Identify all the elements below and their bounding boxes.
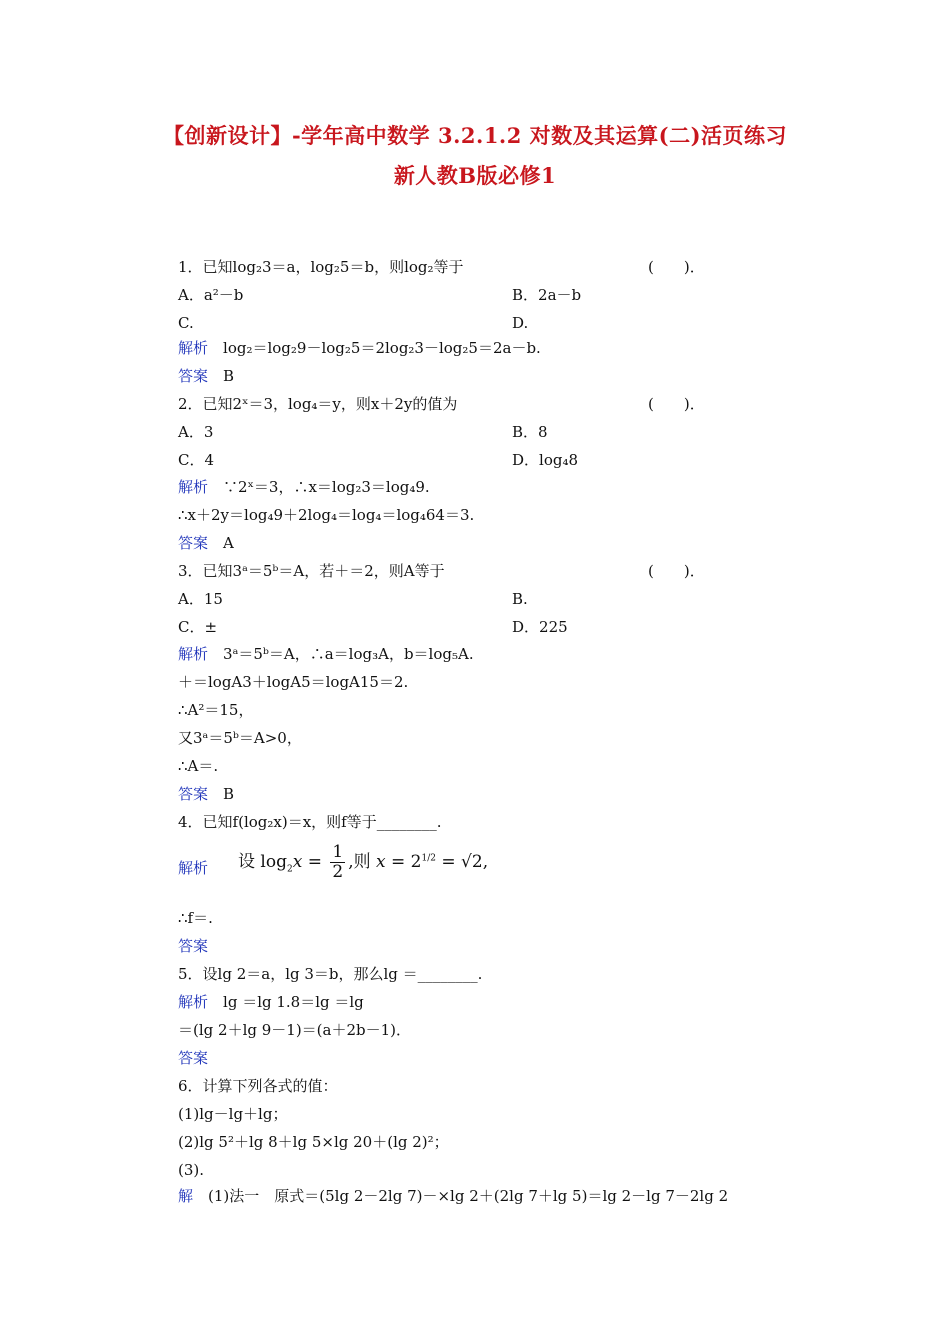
q4-analysis-label-line [178, 858, 208, 878]
q2-answer [178, 533, 234, 553]
q6-solution [178, 1186, 728, 1206]
q6-part3: (3). [178, 1161, 205, 1179]
formula-sqrt: √2 [461, 852, 483, 872]
formula-var-x2: x [376, 852, 386, 872]
q2-answer-paren: ( )． [648, 395, 705, 413]
formula-var-x: x [292, 852, 303, 872]
title-line-2: 新人教B版必修1 [393, 163, 557, 188]
q3-option-a: A．15 [178, 590, 223, 608]
q3-analysis-text: 3ᵃ＝5ᵇ＝A，∴a＝log₃A，b＝log₅A. [223, 645, 474, 663]
q2-option-a: A．3 [178, 423, 214, 441]
formula-exponent: 1/2 [421, 853, 436, 864]
q2-stem: 2．已知2ˣ＝3，log₄＝y，则x＋2y的值为 [178, 395, 458, 413]
q6-stem: 6．计算下列各式的值： [178, 1077, 338, 1095]
fraction-numerator: 1 [332, 842, 344, 862]
formula-log-base: 2 [286, 864, 293, 875]
q1-stem: 1．已知log₂3＝a，log₂5＝b，则log₂等于 [178, 258, 464, 276]
q3-analysis-line5: ∴A＝. [178, 757, 219, 775]
q1-answer-paren: ( )． [648, 258, 705, 276]
q3-stem: 3．已知3ᵃ＝5ᵇ＝A，若＋＝2，则A等于 [178, 562, 445, 580]
formula-comma: , [482, 852, 489, 872]
q1-option-b: B．2a－b [512, 286, 582, 304]
answer-label: 答案 [178, 785, 209, 803]
q3-answer [178, 784, 234, 804]
q1-option-d: D. [512, 314, 529, 332]
q3-answer-paren: ( )． [648, 562, 705, 580]
q1-analysis [178, 338, 541, 358]
q5-analysis [178, 992, 364, 1012]
analysis-label: 解析 [178, 339, 209, 357]
q3-option-c: C．± [178, 618, 218, 636]
q1-option-a: A．a²－b [178, 286, 244, 304]
q4-analysis-formula [238, 843, 488, 882]
formula-log: log [260, 852, 287, 872]
q5-analysis-text: lg ＝lg 1.8＝lg ＝lg [223, 993, 364, 1011]
q1-answer-value: B [223, 367, 235, 385]
q3-analysis-line3: ∴A²＝15， [178, 701, 254, 719]
q4-stem: 4．已知f(log₂x)＝x，则f等于________. [178, 813, 442, 831]
analysis-label: 解析 [178, 859, 209, 877]
q2-option-c: C．4 [178, 451, 215, 469]
formula-text-ze: ,则 [348, 852, 371, 872]
q2-analysis-line2: ∴x＋2y＝log₄9＋2log₄＝log₄＝log₄64＝3. [178, 506, 475, 524]
q2-option-d: D．log₄8 [512, 451, 579, 469]
solution-label: 解 [178, 1187, 194, 1205]
analysis-label: 解析 [178, 645, 209, 663]
q5-analysis-line2: ＝(lg 2＋lg 9－1)＝(a＋2b－1)． [178, 1021, 412, 1039]
formula-base: 2 [410, 852, 422, 872]
formula-equals-3: = [441, 852, 456, 872]
q1-answer [178, 366, 234, 386]
q2-answer-value: A [223, 534, 234, 552]
q6-part2: (2)lg 5²＋lg 8＋lg 5×lg 20＋(lg 2)²； [178, 1133, 449, 1151]
answer-label: 答案 [178, 367, 209, 385]
q2-option-b: B．8 [512, 423, 548, 441]
formula-equals-2: = [391, 852, 406, 872]
q5-stem: 5．设lg 2＝a，lg 3＝b，那么lg ＝________. [178, 965, 483, 983]
analysis-label: 解析 [178, 993, 209, 1011]
title-line-1: 【创新设计】-学年高中数学 3.2.1.2 对数及其运算(二)活页练习 [162, 123, 788, 148]
analysis-label: 解析 [178, 478, 209, 496]
q2-analysis [178, 477, 430, 497]
q5-answer [178, 1048, 208, 1068]
q3-analysis-line2: ＋＝logA3＋logA5＝logA15＝2. [178, 673, 409, 691]
q1-option-c: C. [178, 314, 194, 332]
q3-option-b: B. [512, 590, 528, 608]
q6-part1: (1)lg－lg＋lg； [178, 1105, 288, 1123]
q3-answer-value: B [223, 785, 235, 803]
answer-label: 答案 [178, 1049, 209, 1067]
answer-label: 答案 [178, 937, 209, 955]
formula-fraction [330, 843, 345, 882]
q6-solution-text: (1)法一 原式＝(5lg 2－2lg 7)－×lg 2＋(2lg 7＋lg 5)＝lg 2－lg 7－2lg 2 [208, 1187, 729, 1205]
answer-label: 答案 [178, 534, 209, 552]
q3-analysis [178, 644, 474, 664]
q4-answer [178, 936, 208, 956]
q2-analysis-text: ∵2ˣ＝3，∴x＝log₂3＝log₄9. [223, 478, 430, 496]
q3-analysis-line4: 又3ᵃ＝5ᵇ＝A>0， [178, 729, 302, 747]
q4-analysis-line2: ∴f＝. [178, 909, 213, 927]
formula-text-she: 设 [238, 852, 255, 872]
q3-option-d: D．225 [512, 618, 568, 636]
q1-analysis-text: log₂＝log₂9－log₂5＝2log₂3－log₂5＝2a－b. [223, 339, 541, 357]
formula-equals: = [307, 852, 322, 872]
fraction-denominator: 2 [332, 862, 344, 882]
